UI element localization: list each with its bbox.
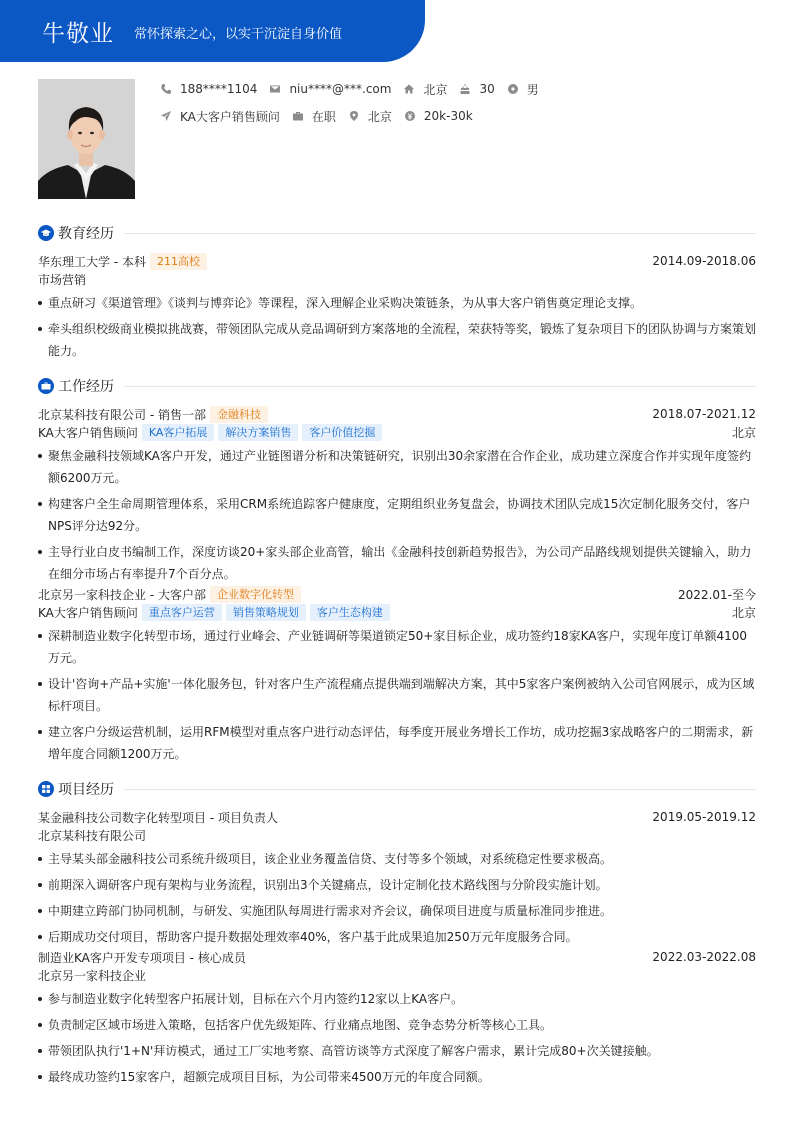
home-text: 北京 [423,82,448,97]
project-org: 北京某科技有限公司 [38,828,147,843]
work-role-row [38,423,756,441]
age-text: 30 [479,82,495,96]
send-icon [160,110,172,122]
graduation-cap-icon [38,225,54,241]
skill-tag: 解决方案销售 [218,424,298,441]
work-company: 北京另一家科技企业 - 大客户部 [38,587,206,602]
personal-info [160,81,551,135]
profile-photo [38,79,135,199]
list-item: 前期深入调研客户现有架构与业务流程，识别出3个关键痛点，设计定制化技术路线图与分阶段实施计划。 [38,874,756,896]
email-text: niu****@***.com [289,82,392,96]
candidate-name: 牛敬业 [42,20,114,47]
info-salary [404,109,473,123]
header-band [0,0,425,62]
section-education-header [38,224,756,242]
education-entry [38,252,756,362]
work-industry-tag: 企业数字化转型 [210,586,301,603]
section-work-header [38,377,756,395]
section-divider [124,233,756,234]
skill-tag: 客户价值挖掘 [302,424,382,441]
project-org-row [38,966,756,984]
work-bullets [38,445,756,585]
skill-tag: 销售策略规划 [226,604,306,621]
gender-text: 男 [526,82,539,97]
education-date: 2014.09-2018.06 [652,254,756,268]
info-gender [507,81,539,98]
work-bullets [38,625,756,765]
list-item: 参与制造业数字化转型客户拓展计划，目标在六个月内签约12家以上KA客户。 [38,988,756,1010]
education-row [38,252,756,270]
project-title: 某金融科技公司数字化转型项目 - 项目负责人 [38,810,278,825]
list-item: 负责制定区域市场进入策略，包括客户优先级矩阵、行业痛点地图、竞争态势分析等核心工具。 [38,1014,756,1036]
briefcase-icon [38,378,54,394]
status-text: 在职 [311,109,336,124]
gender-icon [507,83,519,95]
list-item: 中期建立跨部门协同机制，与研发、实施团队每周进行需求对齐会议，确保项目进度与质量标准同步推进。 [38,900,756,922]
phone-text: 188****1104 [180,82,258,96]
home-icon [403,83,415,95]
mail-icon [269,83,281,95]
list-item: 聚焦金融科技领域KA客户开发，通过产业链图谱分析和决策链研究，识别出30余家潜在合作企业，成功建立深度合作并实现年度签约额6200万元。 [38,445,756,489]
skill-tag: 客户生态构建 [310,604,390,621]
education-major-row [38,270,756,288]
money-icon [404,110,416,122]
project-bullets [38,848,756,948]
work-date: 2022.01-至今 [678,587,756,602]
briefcase-icon [292,110,304,122]
project-date: 2019.05-2019.12 [652,810,756,824]
skill-tag: KA客户拓展 [142,424,215,441]
info-target-role [160,108,280,125]
project-entry-1 [38,808,756,948]
list-item: 后期成功交付项目，帮助客户提升数据处理效率40%，客户基于此成果追加250万元年度服务合同。 [38,926,756,948]
education-major: 市场营销 [38,272,87,287]
section-project-header [38,780,756,798]
list-item: 主导行业白皮书编制工作，深度访谈20+家头部企业高管，输出《金融科技创新趋势报告》，为公司产品路线规划提供关键输入，助力在细分市场占有率提升7个百分点。 [38,541,756,585]
info-email [269,82,391,96]
section-project-title: 项目经历 [58,782,114,798]
skill-tag: 重点客户运营 [142,604,222,621]
cake-icon [459,83,471,95]
work-city: 北京 [731,605,756,620]
section-divider [124,789,756,790]
work-role: KA大客户销售顾问 [38,605,138,620]
section-divider [124,386,756,387]
list-item: 主导某头部金融科技公司系统升级项目，该企业业务覆盖信贷、支付等多个领域，对系统稳定性要求极高。 [38,848,756,870]
work-company-row [38,405,756,423]
location-text: 北京 [367,109,392,124]
info-phone [160,82,257,96]
education-tag: 211高校 [150,253,207,270]
candidate-motto: 常怀探索之心，以实干沉淀自身价值 [134,27,343,42]
list-item: 深耕制造业数字化转型市场，通过行业峰会、产业链调研等渠道锁定50+家目标企业，成功签约18家KA客户，实现年度订单额4100万元。 [38,625,756,669]
section-education-title: 教育经历 [58,226,114,242]
info-row-1 [160,81,551,97]
project-entry-2 [38,948,756,1088]
work-city: 北京 [731,425,756,440]
phone-icon [160,83,172,95]
work-entry-1 [38,405,756,585]
list-item: 带领团队执行'1+N'拜访模式，通过工厂实地考察、高管访谈等方式深度了解客户需求，累计完成80+次关键接触。 [38,1040,756,1062]
info-home [403,81,447,98]
work-role-row [38,603,756,621]
education-school: 华东理工大学 - 本科 [38,254,146,269]
work-date: 2018.07-2021.12 [652,407,756,421]
work-entry-2 [38,585,756,765]
project-title-row [38,948,756,966]
education-bullets [38,292,756,362]
project-bullets [38,988,756,1088]
salary-text: 20k-30k [423,109,473,123]
project-title-row [38,808,756,826]
info-age [459,82,494,96]
target-role-text: KA大客户销售顾问 [180,109,280,124]
project-org-row [38,826,756,844]
info-row-2 [160,108,551,124]
list-item: 最终成功签约15家客户，超额完成项目目标，为公司带来4500万元的年度合同额。 [38,1066,756,1088]
work-company-row [38,585,756,603]
project-date: 2022.03-2022.08 [652,950,756,964]
grid-icon [38,781,54,797]
list-item: 建立客户分级运营机制，运用RFM模型对重点客户进行动态评估，每季度开展业务增长工作坊，成功挖掘3家战略客户的二期需求，新增年度合同额1200万元。 [38,721,756,765]
list-item: 重点研习《渠道管理》《谈判与博弈论》等课程，深入理解企业采购决策链条，为从事大客户销售奠定理论支撑。 [38,292,756,314]
list-item: 构建客户全生命周期管理体系，采用CRM系统追踪客户健康度，定期组织业务复盘会，协调技术团队完成15次定制化服务交付，客户NPS评分达92分。 [38,493,756,537]
info-status [292,108,336,125]
info-location [348,108,392,125]
list-item: 设计'咨询+产品+实施'一体化服务包，针对客户生产流程痛点提供端到端解决方案，其中5家客户案例被纳入公司官网展示，成为区域标杆项目。 [38,673,756,717]
list-item: 牵头组织校级商业模拟挑战赛，带领团队完成从竞品调研到方案落地的全流程，荣获特等奖，锻炼了复杂项目下的团队协调与方案策划能力。 [38,318,756,362]
project-org: 北京另一家科技企业 [38,968,147,983]
location-pin-icon [348,110,360,122]
work-company: 北京某科技有限公司 - 销售一部 [38,407,206,422]
work-industry-tag: 金融科技 [210,406,268,423]
section-work-title: 工作经历 [58,379,114,395]
project-title: 制造业KA客户开发专项项目 - 核心成员 [38,950,246,965]
work-role: KA大客户销售顾问 [38,425,138,440]
